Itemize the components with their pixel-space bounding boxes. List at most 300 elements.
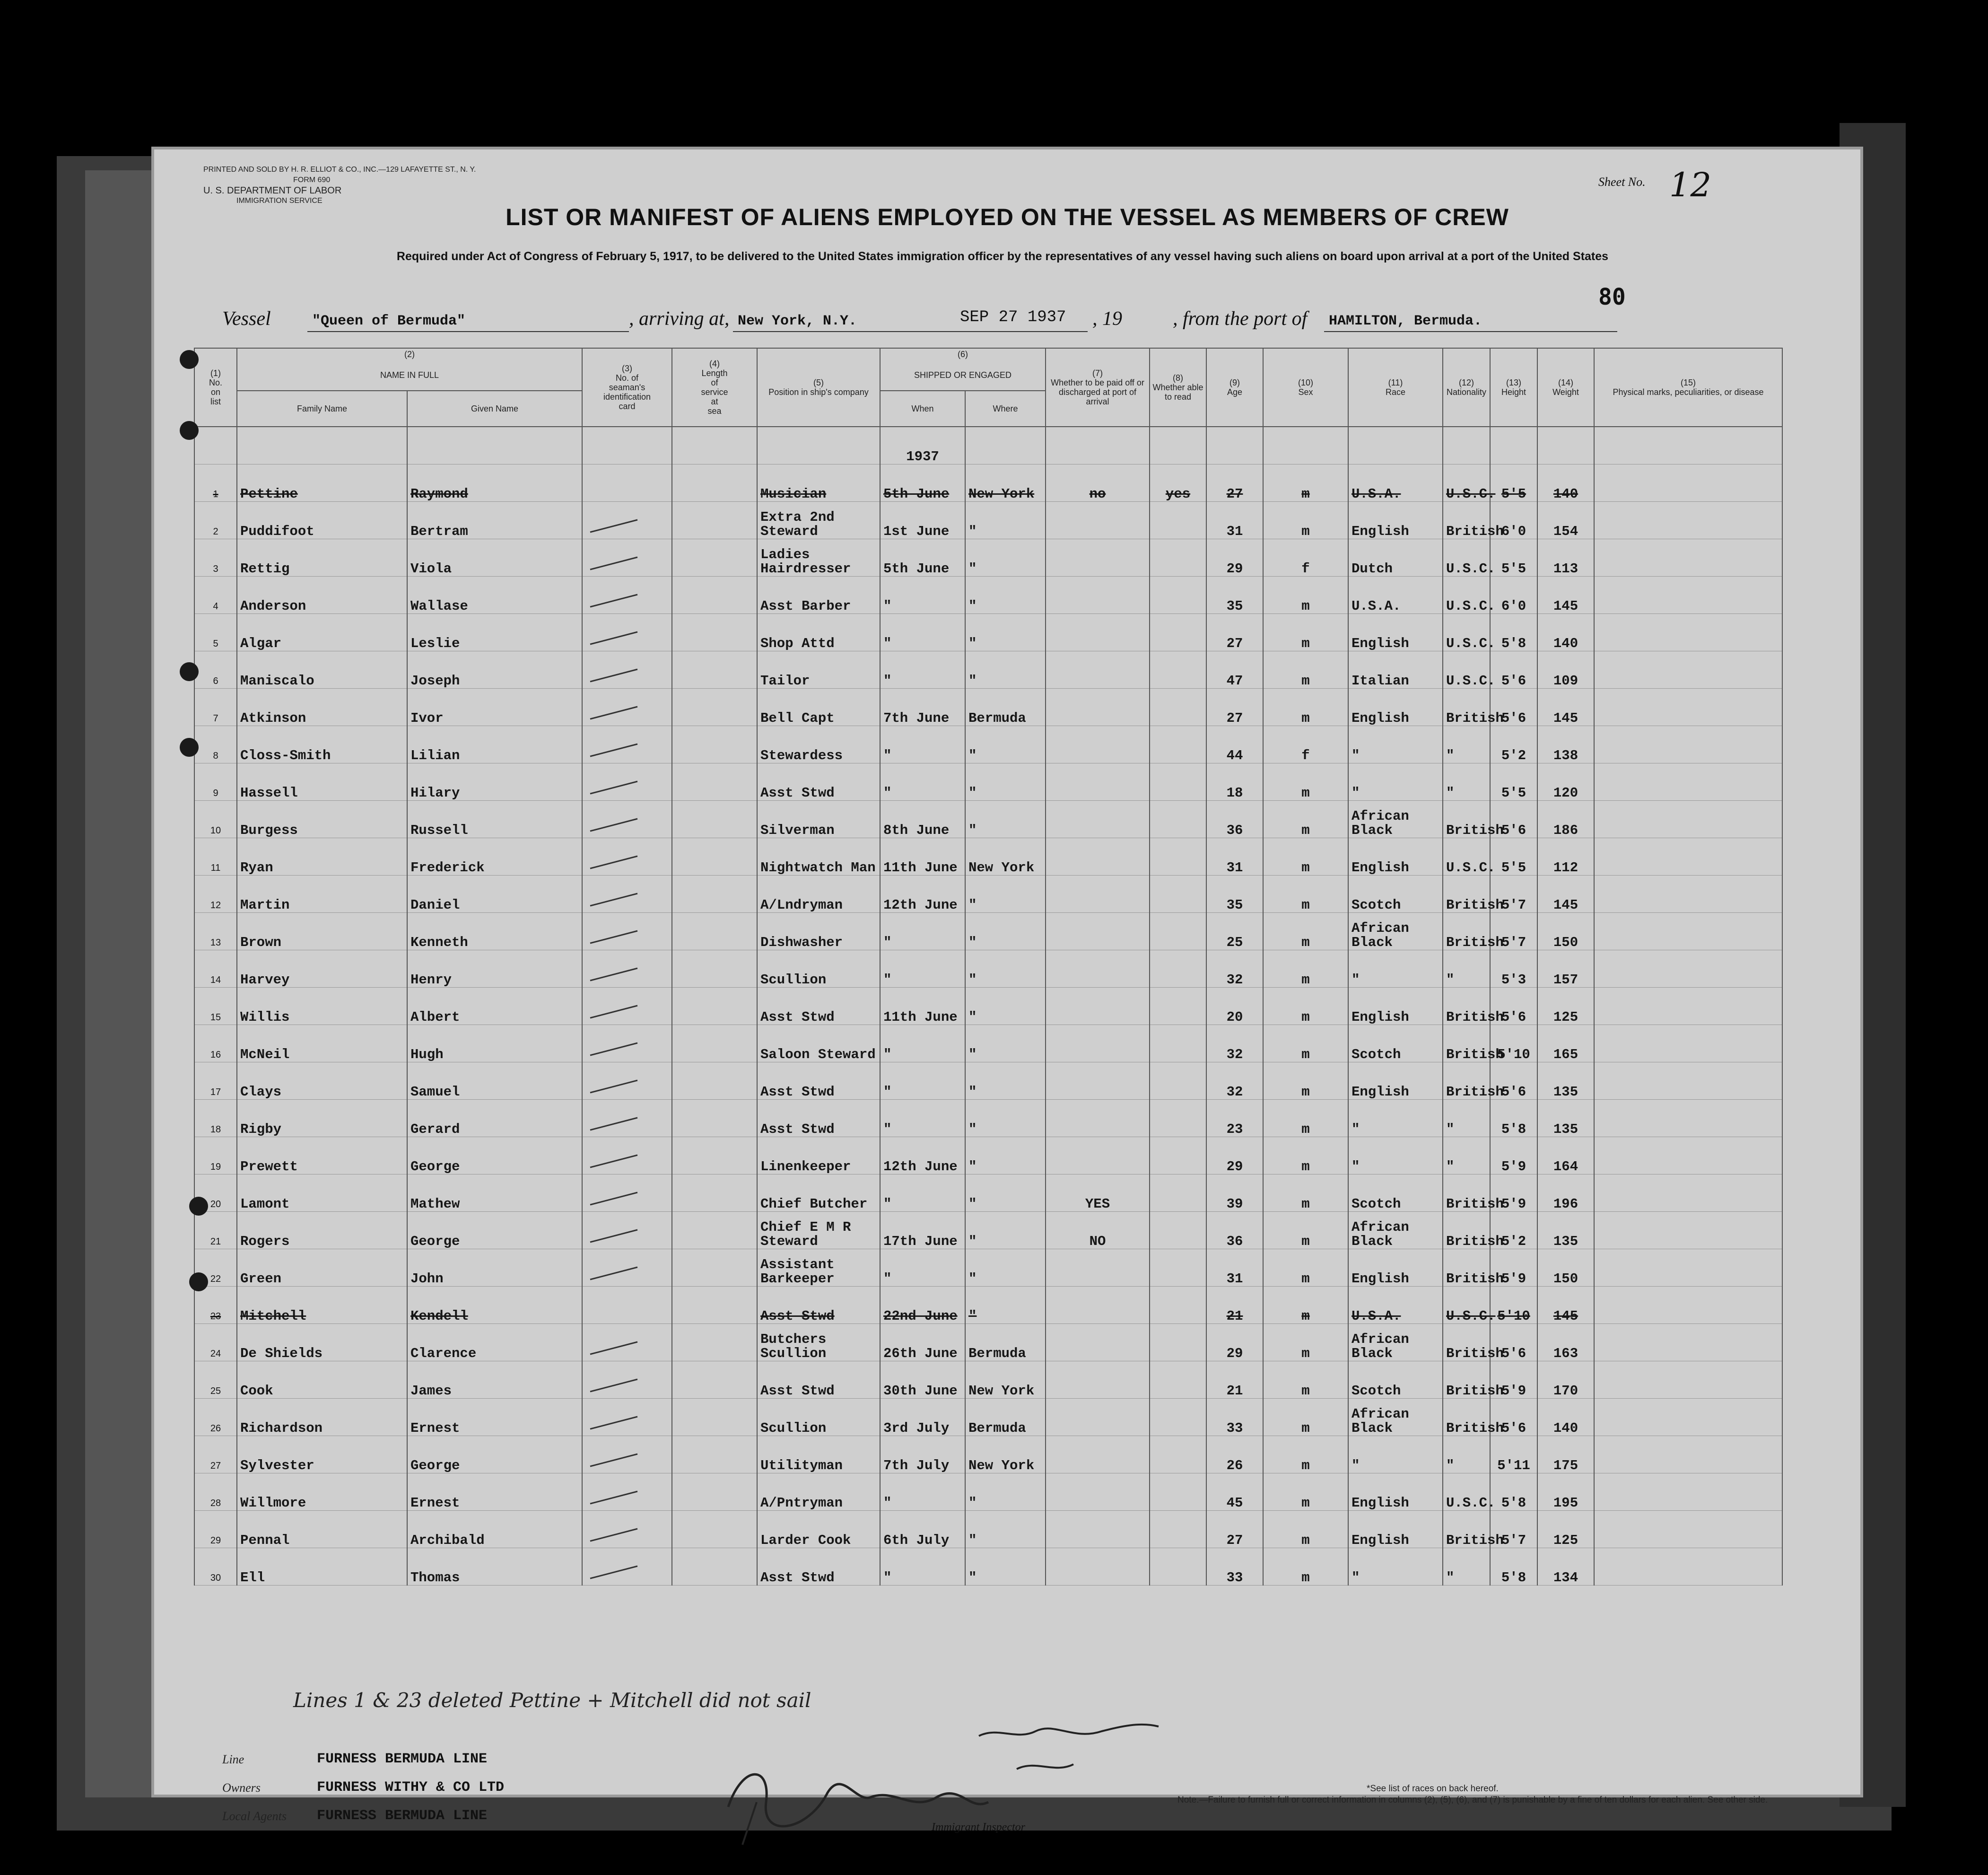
shipped-when: " [880,1174,965,1212]
idcard-tick [582,988,672,1025]
nationality: British [1443,1511,1490,1548]
table-row [194,651,1782,689]
service-length [672,1025,757,1062]
row-number: 4 [194,577,237,614]
given-name: Gerard [407,1100,582,1137]
able-to-read [1150,577,1206,614]
race: Scotch [1348,1174,1443,1212]
physical-marks [1594,1212,1782,1249]
idcard-tick [582,1361,672,1399]
col-given-header: Given Name [407,391,582,427]
able-to-read [1150,1324,1206,1361]
race: " [1348,1137,1443,1174]
sex: m [1263,502,1348,539]
binder-hole [189,1197,208,1216]
able-to-read [1150,1436,1206,1473]
paid-off [1046,1249,1150,1287]
row-number: 5 [194,614,237,651]
age: 35 [1206,577,1263,614]
height: 5'5 [1490,539,1537,577]
height: 5'9 [1490,1249,1537,1287]
tick-mark [585,516,642,535]
tick-mark [585,666,642,684]
shipped-where: " [965,577,1046,614]
sex: m [1263,1025,1348,1062]
col-name-num: (2) [237,348,582,360]
height: 5'6 [1490,801,1537,838]
race: " [1348,726,1443,763]
physical-marks [1594,1511,1782,1548]
race: English [1348,502,1443,539]
service-length [672,1361,757,1399]
paid-off [1046,913,1150,950]
page-title: LIST OR MANIFEST OF ALIENS EMPLOYED ON THE VESSEL AS MEMBERS OF CREW [506,204,1509,230]
inspector-signature-tail [742,1802,757,1845]
weight: 145 [1537,1287,1594,1324]
family-name: Atkinson [237,689,407,726]
given-name: Hilary [407,763,582,801]
shipped-where: " [965,1249,1046,1287]
col-shipped-header: SHIPPED OR ENGAGED [880,360,1046,391]
position: Assistant Barkeeper [757,1249,880,1287]
sex: m [1263,801,1348,838]
height: 5'5 [1490,763,1537,801]
table-row [194,1025,1782,1062]
age: 21 [1206,1287,1263,1324]
nationality: U.S.C. [1443,614,1490,651]
penalty-note: Note.—Failure to furnish full or correct information in columns (2), (5), (6), and (7) is punishable by a fine of ten dollars for each alien. See other side. [1177,1795,1768,1805]
tick-mark [585,1263,642,1282]
service-length [672,1174,757,1212]
idcard-tick [582,913,672,950]
service-length [672,763,757,801]
family-name: Closs-Smith [237,726,407,763]
shipped-where: " [965,1174,1046,1212]
service-length [672,1287,757,1324]
weight: 175 [1537,1436,1594,1473]
idcard-tick [582,726,672,763]
tick-mark [585,1002,642,1021]
sex: m [1263,1361,1348,1399]
age: 31 [1206,502,1263,539]
idcard-tick [582,689,672,726]
countersignature-underline [1017,1764,1073,1769]
tick-mark [585,852,642,871]
table-row [194,726,1782,763]
family-name: Hassell [237,763,407,801]
col-race-header: (11) Race [1348,348,1443,427]
tick-mark [585,628,642,647]
table-row [194,950,1782,988]
paid-off [1046,1511,1150,1548]
shipped-where: Bermuda [965,1399,1046,1436]
position: Chief Butcher [757,1174,880,1212]
nationality: British [1443,1174,1490,1212]
paid-off: no [1046,464,1150,502]
table-row [194,801,1782,838]
position: A/Pntryman [757,1473,880,1511]
from-underline [1324,331,1617,332]
table-row [194,913,1782,950]
nationality: U.S.C. [1443,838,1490,876]
row-number: 11 [194,838,237,876]
idcard-tick [582,1324,672,1361]
weight: 165 [1537,1025,1594,1062]
race: African Black [1348,1324,1443,1361]
table-row [194,1324,1782,1361]
tick-mark [585,1488,642,1507]
paid-off [1046,1361,1150,1399]
nationality: " [1443,1137,1490,1174]
race: U.S.A. [1348,1287,1443,1324]
col-age-header: (9) Age [1206,348,1263,427]
given-name: Clarence [407,1324,582,1361]
row-number: 26 [194,1399,237,1436]
height: 5'10 [1490,1287,1537,1324]
able-to-read [1150,1548,1206,1586]
physical-marks [1594,614,1782,651]
paid-off: YES [1046,1174,1150,1212]
given-name: Henry [407,950,582,988]
col-sex-header: (10) Sex [1263,348,1348,427]
sex: m [1263,1212,1348,1249]
shipped-when: " [880,1249,965,1287]
physical-marks [1594,502,1782,539]
given-name: John [407,1249,582,1287]
age: 27 [1206,689,1263,726]
able-to-read [1150,1100,1206,1137]
table-row [194,988,1782,1025]
tick-mark [585,778,642,797]
given-name: George [407,1436,582,1473]
service-length [672,502,757,539]
height: 5'5 [1490,838,1537,876]
age: 39 [1206,1174,1263,1212]
service-length [672,1249,757,1287]
race: English [1348,1249,1443,1287]
shipped-when: " [880,1025,965,1062]
col-family-header: Family Name [237,391,407,427]
shipped-where: New York [965,464,1046,502]
sex: m [1263,1137,1348,1174]
crew-manifest-table [194,348,1783,1586]
family-name: Lamont [237,1174,407,1212]
able-to-read [1150,1174,1206,1212]
family-name: Brown [237,913,407,950]
race: " [1348,950,1443,988]
row-number: 6 [194,651,237,689]
family-name: Willmore [237,1473,407,1511]
family-name: Richardson [237,1399,407,1436]
service-length [672,913,757,950]
shipped-where: " [965,1473,1046,1511]
row-number: 7 [194,689,237,726]
age: 21 [1206,1361,1263,1399]
idcard-tick [582,1548,672,1586]
physical-marks [1594,577,1782,614]
shipped-when: 12th June [880,876,965,913]
given-name: Frederick [407,838,582,876]
family-name: Puddifoot [237,502,407,539]
race: Italian [1348,651,1443,689]
height: 5'6 [1490,689,1537,726]
service-length [672,838,757,876]
tick-mark [585,964,642,983]
position: Scullion [757,950,880,988]
position: A/Lndryman [757,876,880,913]
idcard-tick [582,1511,672,1548]
arriving-label: , arriving at, [629,308,730,330]
able-to-read [1150,838,1206,876]
tick-mark [585,1226,642,1245]
family-name: Willis [237,988,407,1025]
idcard-tick [582,950,672,988]
table-row [194,1473,1782,1511]
service-length [672,1399,757,1436]
family-name: Rogers [237,1212,407,1249]
able-to-read [1150,1361,1206,1399]
given-name: George [407,1212,582,1249]
nationality: British [1443,1062,1490,1100]
physical-marks [1594,1548,1782,1586]
vessel-underline [307,331,629,332]
age: 44 [1206,726,1263,763]
paid-off [1046,1287,1150,1324]
nationality: U.S.C. [1443,1473,1490,1511]
position: Asst Stwd [757,1361,880,1399]
family-name: Rettig [237,539,407,577]
service-length [672,539,757,577]
idcard-tick [582,1436,672,1473]
physical-marks [1594,1287,1782,1324]
idcard-tick [582,1287,672,1324]
shipped-where: " [965,502,1046,539]
position: Chief E M R Steward [757,1212,880,1249]
row-number: 27 [194,1436,237,1473]
race: U.S.A. [1348,464,1443,502]
col-when-header: When [880,391,965,427]
shipped-when: 17th June [880,1212,965,1249]
nationality: " [1443,1436,1490,1473]
table-row [194,1062,1782,1100]
sex: f [1263,539,1348,577]
idcard-tick [582,651,672,689]
physical-marks [1594,1436,1782,1473]
sex: m [1263,1100,1348,1137]
physical-marks [1594,1174,1782,1212]
given-name: George [407,1137,582,1174]
arrival-date: SEP 27 1937 [960,308,1066,326]
table-row [194,502,1782,539]
idcard-tick [582,502,672,539]
shipped-where: " [965,763,1046,801]
tick-mark [585,1413,642,1432]
paid-off [1046,988,1150,1025]
paid-off [1046,1399,1150,1436]
paid-off [1046,689,1150,726]
table-row [194,1548,1782,1586]
service-length [672,950,757,988]
able-to-read [1150,539,1206,577]
height: 5'7 [1490,913,1537,950]
col-no-header: (1) No. on list [194,348,237,427]
age: 32 [1206,1025,1263,1062]
physical-marks [1594,1399,1782,1436]
row-number: 20 [194,1174,237,1212]
shipped-where: " [965,539,1046,577]
shipped-when: " [880,651,965,689]
weight: 109 [1537,651,1594,689]
shipped-when: 8th June [880,801,965,838]
position: Ladies Hairdresser [757,539,880,577]
paid-off [1046,577,1150,614]
height: 5'3 [1490,950,1537,988]
given-name: Ernest [407,1473,582,1511]
physical-marks [1594,1361,1782,1399]
age: 36 [1206,801,1263,838]
sex: m [1263,1324,1348,1361]
row-number: 12 [194,876,237,913]
sex: m [1263,1511,1348,1548]
shipped-where: " [965,1137,1046,1174]
able-to-read [1150,1511,1206,1548]
paid-off [1046,614,1150,651]
owners-value: FURNESS WITHY & CO LTD [317,1779,505,1796]
idcard-tick [582,577,672,614]
age: 31 [1206,838,1263,876]
given-name: Thomas [407,1548,582,1586]
shipped-where: " [965,1212,1046,1249]
family-name: Pennal [237,1511,407,1548]
nationality: " [1443,1100,1490,1137]
sex: m [1263,577,1348,614]
paid-off [1046,1436,1150,1473]
paid-off [1046,539,1150,577]
physical-marks [1594,1100,1782,1137]
able-to-read [1150,1137,1206,1174]
weight: 150 [1537,913,1594,950]
idcard-tick [582,1399,672,1436]
idcard-tick [582,838,672,876]
weight: 125 [1537,988,1594,1025]
service-length [672,988,757,1025]
weight: 196 [1537,1174,1594,1212]
service-length [672,651,757,689]
physical-marks [1594,763,1782,801]
given-name: Kendell [407,1287,582,1324]
given-name: Albert [407,988,582,1025]
height: 5'6 [1490,651,1537,689]
position: Asst Stwd [757,988,880,1025]
race: " [1348,763,1443,801]
sex: m [1263,913,1348,950]
shipped-when: 7th July [880,1436,965,1473]
weight: 186 [1537,801,1594,838]
shipped-when: " [880,577,965,614]
physical-marks [1594,1249,1782,1287]
row-number: 19 [194,1137,237,1174]
height: 5'6 [1490,1324,1537,1361]
tick-mark [585,740,642,759]
weight: 170 [1537,1361,1594,1399]
idcard-tick [582,1100,672,1137]
idcard-tick [582,1062,672,1100]
tick-mark [585,1151,642,1170]
binder-hole [180,662,199,681]
tick-mark [585,1450,642,1469]
weight: 134 [1537,1548,1594,1586]
service-length [672,1100,757,1137]
col-height-header: (13) Height [1490,348,1537,427]
row-number: 8 [194,726,237,763]
height: 5'8 [1490,614,1537,651]
line-value: FURNESS BERMUDA LINE [317,1751,488,1767]
able-to-read [1150,1399,1206,1436]
binder-hole [180,738,199,757]
service-length [672,1548,757,1586]
row-number: 23 [194,1287,237,1324]
tick-mark [585,1562,642,1581]
nationality: U.S.C. [1443,577,1490,614]
shipped-where: New York [965,1436,1046,1473]
from-port: HAMILTON, Bermuda. [1329,313,1482,329]
idcard-tick [582,614,672,651]
tick-mark [585,890,642,909]
race: Scotch [1348,1025,1443,1062]
nationality: U.S.C. [1443,464,1490,502]
family-name: Prewett [237,1137,407,1174]
col-position-header: (5) Position in ship's company [757,348,880,427]
shipped-when: 3rd July [880,1399,965,1436]
arriving-underline [733,331,955,332]
paid-off [1046,1062,1150,1100]
row-number: 17 [194,1062,237,1100]
row-number: 15 [194,988,237,1025]
paid-off [1046,1025,1150,1062]
height: 5'11 [1490,1436,1537,1473]
position: Asst Barber [757,577,880,614]
table-row [194,838,1782,876]
paid-off [1046,838,1150,876]
tick-mark [585,1077,642,1095]
given-name: Bertram [407,502,582,539]
weight: 135 [1537,1212,1594,1249]
given-name: Joseph [407,651,582,689]
race: English [1348,988,1443,1025]
sex: m [1263,988,1348,1025]
agents-label: Local Agents [222,1809,287,1823]
able-to-read [1150,726,1206,763]
shipped-where: " [965,913,1046,950]
height: 5'2 [1490,1212,1537,1249]
race: English [1348,1473,1443,1511]
shipped-when: 22nd June [880,1287,965,1324]
position: Asst Stwd [757,763,880,801]
row-number: 25 [194,1361,237,1399]
vessel-name: "Queen of Bermuda" [312,313,466,329]
sheet-number: 12 [1669,166,1712,204]
family-name: Pettine [237,464,407,502]
position: Linenkeeper [757,1137,880,1174]
weight: 113 [1537,539,1594,577]
weight: 163 [1537,1324,1594,1361]
physical-marks [1594,876,1782,913]
shipped-when: 30th June [880,1361,965,1399]
physical-marks [1594,1062,1782,1100]
physical-marks [1594,838,1782,876]
idcard-tick [582,539,672,577]
paid-off [1046,763,1150,801]
